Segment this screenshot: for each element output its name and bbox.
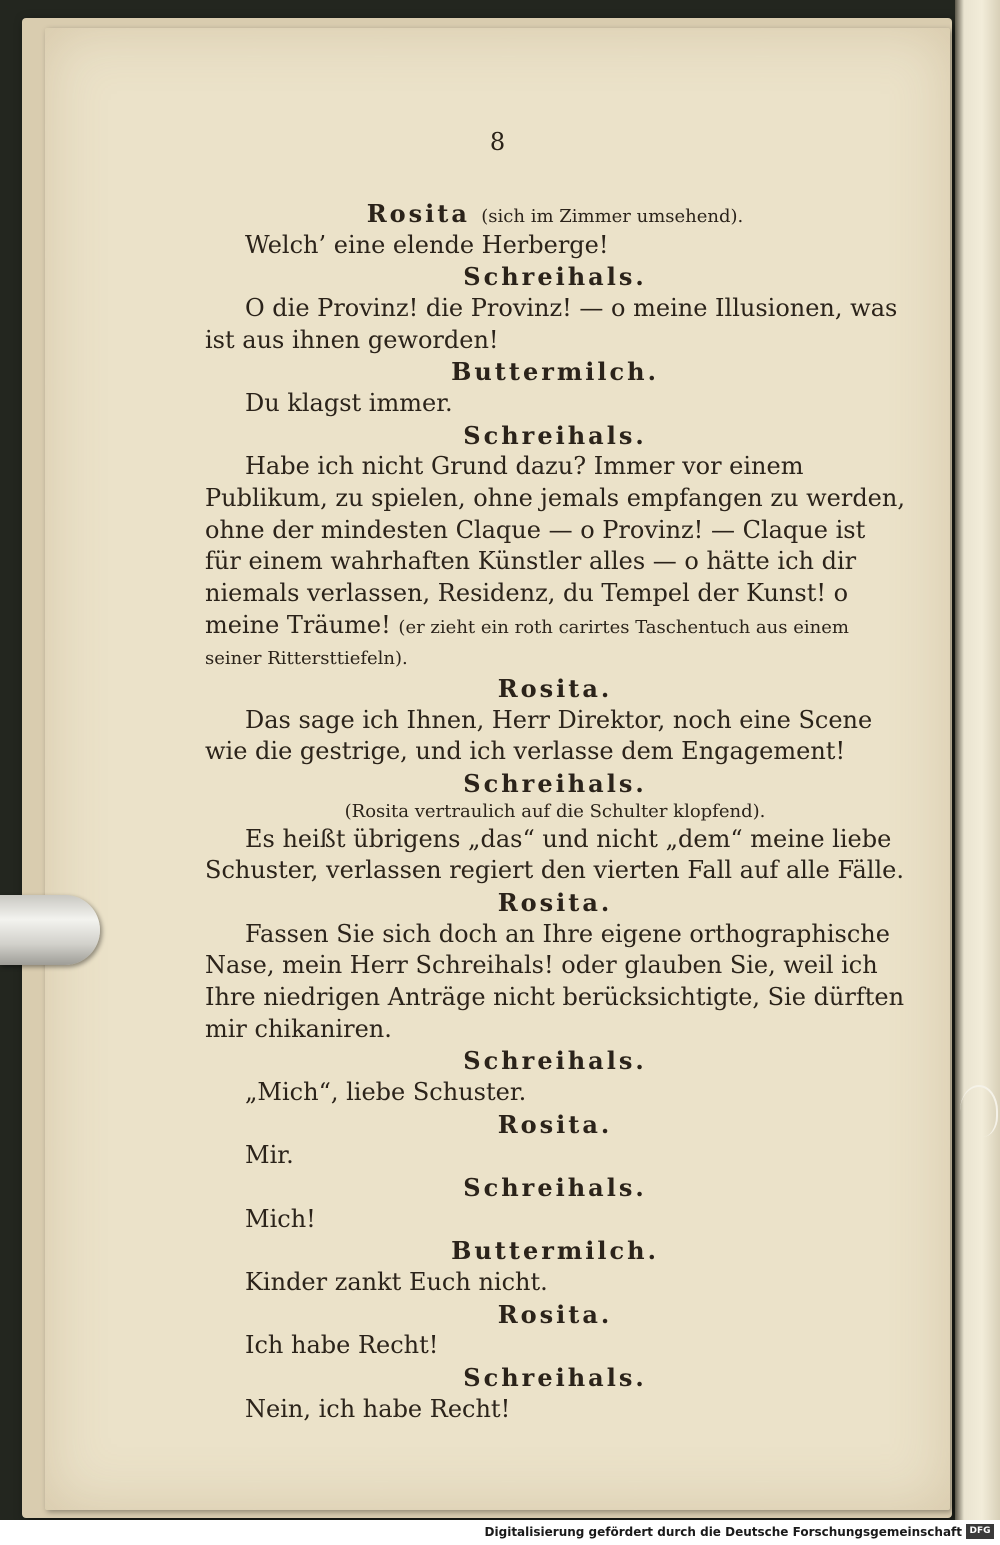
book-page [45, 28, 950, 1510]
dialogue-line: Es heißt übrigens „das“ und nicht „dem“ meine liebe Schuster, verlassen regiert den vierten Fall auf alle Fälle. [205, 824, 904, 885]
dfg-logo-icon: DFG [966, 1524, 994, 1539]
speaker-heading: Rosita. [497, 674, 613, 704]
dialogue-line: Das sage ich Ihnen, Herr Direktor, noch eine Scene wie die gestrige, und ich verlasse dem Engagement! [205, 705, 873, 766]
page-number: 8 [489, 128, 506, 156]
speaker-heading: Rosita. [497, 1109, 613, 1139]
dialogue-line [205, 451, 905, 673]
book-binding [955, 0, 1000, 1520]
page-clip [0, 895, 100, 965]
dialogue-line: Mir. [245, 1141, 294, 1170]
speaker-heading: Schreihals. [463, 420, 647, 450]
footer-credit: Digitalisierung gefördert durch die Deutsche Forschungsgemeinschaft [484, 1525, 962, 1539]
stage-direction: (er zieht ein roth carirtes Taschentuch aus einem seiner Rittersttiefeln). [205, 616, 849, 670]
dialogue-line: O die Provinz! die Provinz! — o meine Illusionen, was ist aus ihnen geworden! [205, 294, 898, 354]
speaker-name: Rosita [366, 199, 470, 228]
dialogue-line: „Mich“, liebe Schuster. [245, 1077, 527, 1106]
speaker-heading: Rosita. [497, 887, 613, 917]
speaker-heading: Schreihals. [463, 262, 647, 292]
stage-direction: (sich im Zimmer umsehend). [481, 206, 744, 227]
dialogue-line: Nein, ich habe Recht! [245, 1394, 511, 1423]
dialogue-line: Fassen Sie sich doch an Ihre eigene orthographische Nase, mein Herr Schreihals! oder glauben Sie, weil ich Ihre niedrigen Anträge nicht berücksichtigte, Sie dürften mir chikaniren. [205, 919, 905, 1043]
speaker-heading: Buttermilch. [451, 357, 659, 387]
dialogue-line: Du klagst immer. [245, 389, 453, 418]
speaker-heading: Schreihals. [463, 1172, 647, 1202]
speaker-heading [205, 198, 905, 230]
dialogue-line: Mich! [245, 1204, 316, 1233]
dialogue-line: Kinder zankt Euch nicht. [245, 1267, 548, 1296]
play-text [205, 198, 905, 1425]
dialogue-text: Habe ich nicht Grund dazu? Immer vor einem Publikum, zu spielen, ohne jemals empfangen zu werden, ohne der mindesten Claque — o Provinz! — Claque ist für einem wahrhaften Künstler alles — o hätte ich dir niemals verlassen, Residenz, du Tempel der Kunst! o meine Träume! [205, 452, 905, 639]
binding-thread [960, 1085, 998, 1137]
speaker-heading: Rosita. [497, 1299, 613, 1329]
dialogue-line: Welch’ eine elende Herberge! [245, 230, 609, 259]
dialogue-line: Ich habe Recht! [245, 1331, 439, 1360]
speaker-heading: Schreihals. [463, 1362, 647, 1392]
stage-direction: (Rosita vertraulich auf die Schulter klopfend). [344, 800, 766, 822]
speaker-heading: Buttermilch. [451, 1236, 659, 1266]
speaker-heading: Schreihals. [463, 1046, 647, 1076]
speaker-heading: Schreihals. [463, 769, 647, 799]
